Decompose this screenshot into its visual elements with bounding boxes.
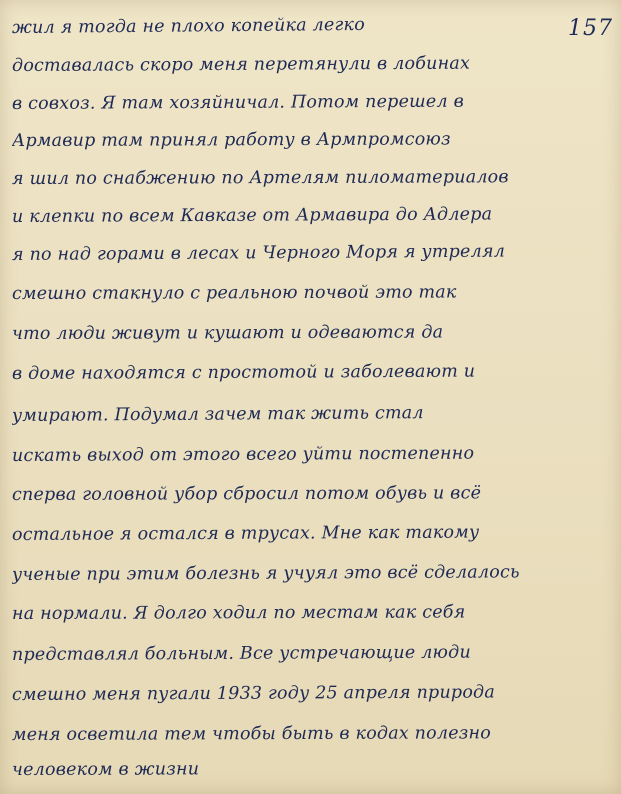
- text-line-3: в совхоз. Я там хозяйничал. Потом перешел в: [11, 91, 464, 114]
- text-line-9: что люди живут и кушают и одеваются да: [11, 322, 444, 344]
- text-line-16: на нормали. Я долго ходил по местам как себя: [11, 602, 466, 624]
- text-line-18: смешно меня пугали 1933 году 25 апреля природа: [11, 682, 496, 705]
- text-line-17: представлял больным. Все устречающие люди: [11, 642, 471, 665]
- text-line-7: я по над горами в лесах и Черного Моря я утрелял: [11, 241, 506, 265]
- text-line-14: остальное я остался в трусах. Мне как такому: [11, 522, 480, 545]
- text-line-1: жил я тогда не плохо копейка легко: [11, 14, 365, 38]
- text-line-6: и клепки по всем Кавказе от Армавира до Адлера: [11, 204, 493, 227]
- text-line-19: меня осветила тем чтобы быть в кодах полезно: [11, 723, 492, 745]
- text-line-11: умирают. Подумал зачем так жить стал: [11, 403, 424, 426]
- page-number: 157: [568, 16, 613, 41]
- text-line-2: доставалась скоро меня перетянули в лобинах: [11, 53, 471, 76]
- text-line-4: Армавир там принял работу в Армпромсоюз: [11, 129, 451, 151]
- text-line-5: я шил по снабжению по Артелям пиломатериалов: [11, 167, 509, 189]
- text-line-20: человеком в жизни: [11, 759, 200, 780]
- text-line-8: смешно стакнуло с реальною почвой это так: [11, 282, 457, 304]
- text-line-10: в доме находятся с простотой и заболевают и: [11, 361, 476, 384]
- text-line-13: сперва головной убор сбросил потом обувь и всё: [11, 483, 482, 505]
- text-line-15: ученые при этим болезнь я учуял это всё сделалось: [11, 562, 520, 585]
- text-line-12: искать выход от этого всего уйти постепенно: [11, 443, 475, 466]
